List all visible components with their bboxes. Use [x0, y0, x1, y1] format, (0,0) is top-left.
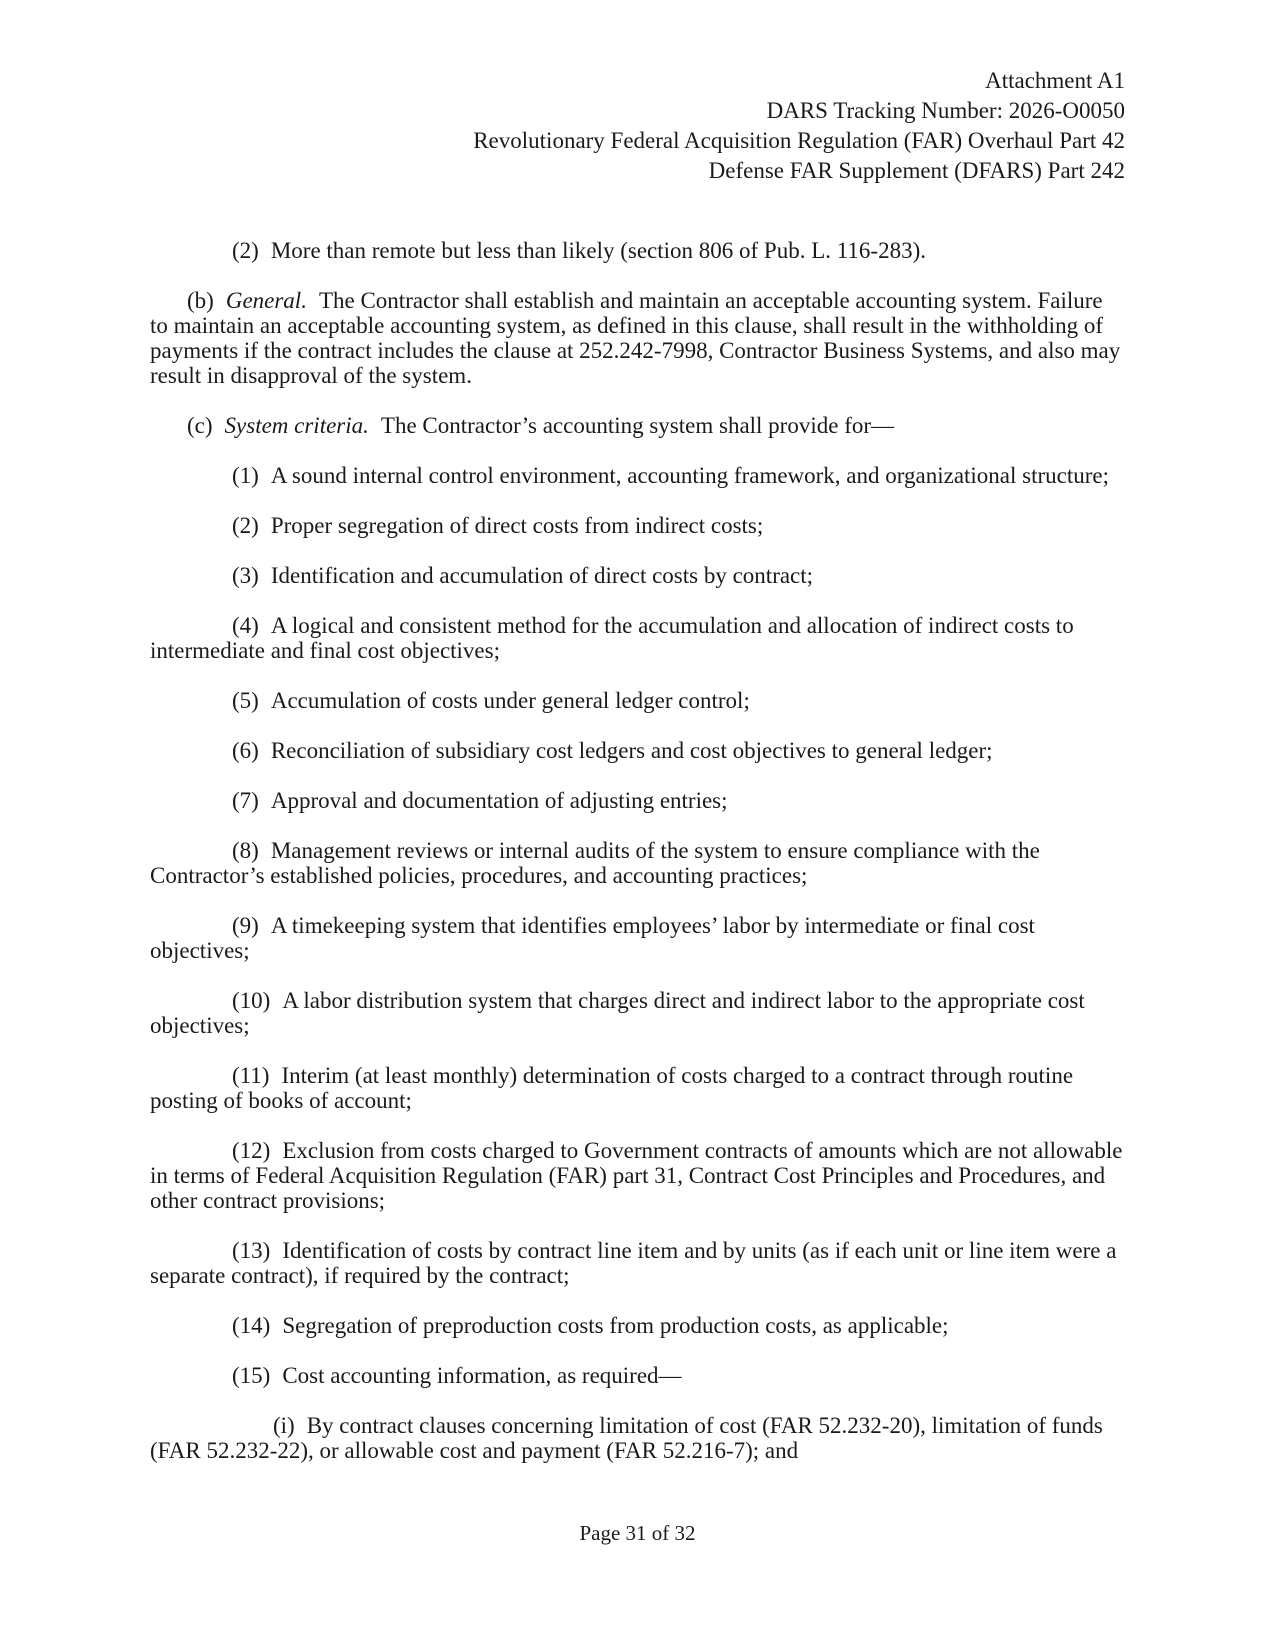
- item-number: (5): [232, 688, 259, 713]
- criteria-item-8: [150, 838, 1125, 888]
- paragraph-text: The Contractor’s accounting system shall provide for—: [380, 413, 895, 438]
- criteria-subitem-i: [150, 1413, 1125, 1463]
- paragraph-heading: General.: [225, 288, 307, 313]
- paragraph-text: More than remote but less than likely (section 806 of Pub. L. 116-283).: [270, 238, 926, 263]
- paragraph-number: (2): [232, 238, 259, 263]
- item-number: (4): [232, 613, 259, 638]
- subitem-number: (i): [273, 1413, 295, 1438]
- paragraph-b-general: [150, 288, 1125, 388]
- item-number: (7): [232, 788, 259, 813]
- item-text: Reconciliation of subsidiary cost ledgers and cost objectives to general ledger;: [270, 738, 993, 763]
- document-body: [150, 238, 1125, 1488]
- criteria-item-12: [150, 1138, 1125, 1213]
- header-far-part: Revolutionary Federal Acquisition Regulation (FAR) Overhaul Part 42: [473, 128, 1125, 153]
- item-text: A sound internal control environment, accounting framework, and organizational structure;: [270, 463, 1110, 488]
- item-number: (13): [232, 1238, 271, 1263]
- criteria-item-4: [150, 613, 1125, 663]
- page-footer: [0, 1520, 1275, 1546]
- criteria-item-5: [150, 688, 1125, 713]
- item-text: A timekeeping system that identifies employees’ labor by intermediate or final cost objectives;: [150, 913, 1035, 963]
- paragraph-number: (c): [187, 413, 213, 438]
- item-text: Identification of costs by contract line item and by units (as if each unit or line item were a separate contract), if required by the contract;: [150, 1238, 1117, 1288]
- item-text: A labor distribution system that charges direct and indirect labor to the appropriate cost objectives;: [150, 988, 1085, 1038]
- item-number: (10): [232, 988, 271, 1013]
- item-number: (12): [232, 1138, 271, 1163]
- criteria-item-9: [150, 913, 1125, 963]
- criteria-item-11: [150, 1063, 1125, 1113]
- header-tracking-number: DARS Tracking Number: 2026-O0050: [766, 98, 1125, 123]
- paragraph-heading: System criteria.: [224, 413, 369, 438]
- paragraph-text: The Contractor shall establish and maintain an acceptable accounting system. Failure to maintain an acceptable accounting system, as defined in this clause, shall result in the withholding of payments if the contract includes the clause at 252.242-7998, Contractor Business Systems, and also may result in disapproval of the system.: [150, 288, 1121, 388]
- criteria-item-2: [150, 513, 1125, 538]
- item-text: Segregation of preproduction costs from production costs, as applicable;: [282, 1313, 949, 1338]
- criteria-item-3: [150, 563, 1125, 588]
- subitem-text: By contract clauses concerning limitation of cost (FAR 52.232-20), limitation of funds (FAR 52.232-22), or allowable cost and payment (FAR 52.216-7); and: [150, 1413, 1103, 1463]
- criteria-item-15: [150, 1363, 1125, 1388]
- item-number: (3): [232, 563, 259, 588]
- item-text: Identification and accumulation of direct costs by contract;: [270, 563, 814, 588]
- item-text: Proper segregation of direct costs from indirect costs;: [270, 513, 764, 538]
- criteria-item-14: [150, 1313, 1125, 1338]
- paragraph-c-system-criteria: [150, 413, 1125, 438]
- item-text: Management reviews or internal audits of the system to ensure compliance with the Contractor’s established policies, procedures, and accounting practices;: [150, 838, 1040, 888]
- criteria-item-7: [150, 788, 1125, 813]
- criteria-item-6: [150, 738, 1125, 763]
- item-number: (15): [232, 1363, 271, 1388]
- item-number: (2): [232, 513, 259, 538]
- item-number: (6): [232, 738, 259, 763]
- item-text: Approval and documentation of adjusting entries;: [270, 788, 728, 813]
- item-text: Exclusion from costs charged to Government contracts of amounts which are not allowable in terms of Federal Acquisition Regulation (FAR) part 31, Contract Cost Principles and Procedures, and other contract provisions;: [150, 1138, 1123, 1213]
- header-dfars-part: Defense FAR Supplement (DFARS) Part 242: [708, 158, 1125, 183]
- item-number: (14): [232, 1313, 271, 1338]
- item-number: (9): [232, 913, 259, 938]
- paragraph-number: (b): [187, 288, 214, 313]
- criteria-item-1: [150, 463, 1125, 488]
- item-text: A logical and consistent method for the accumulation and allocation of indirect costs to intermediate and final cost objectives;: [150, 613, 1074, 663]
- document-header: [473, 66, 1125, 186]
- paragraph-a2: [150, 238, 1125, 263]
- item-text: Cost accounting information, as required—: [282, 1363, 682, 1388]
- item-number: (8): [232, 838, 259, 863]
- item-number: (1): [232, 463, 259, 488]
- item-text: Interim (at least monthly) determination of costs charged to a contract through routine posting of books of account;: [150, 1063, 1074, 1113]
- criteria-item-13: [150, 1238, 1125, 1288]
- page-number: Page 31 of 32: [579, 1521, 696, 1545]
- item-number: (11): [232, 1063, 270, 1088]
- item-text: Accumulation of costs under general ledger control;: [270, 688, 750, 713]
- criteria-item-10: [150, 988, 1125, 1038]
- header-attachment: Attachment A1: [985, 68, 1125, 93]
